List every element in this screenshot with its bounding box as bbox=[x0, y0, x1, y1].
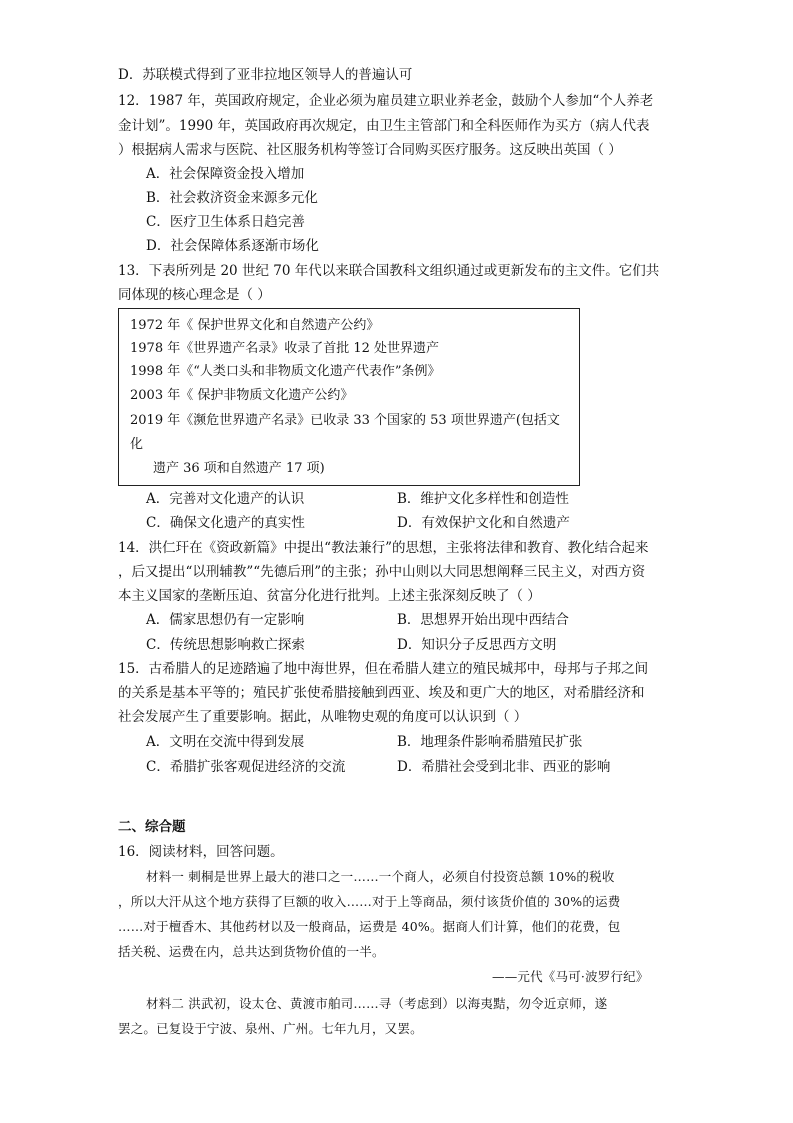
q14-option-d[interactable]: D．知识分子反思西方文明 bbox=[397, 637, 557, 653]
material-1-source: ——元代《马可·波罗行纪》 bbox=[492, 969, 649, 984]
q12-option-a[interactable]: A．社会保障资金投入增加 bbox=[146, 166, 305, 182]
q15-stem-line2: 的关系是基本平等的；殖民扩张使希腊接触到西亚、埃及和更广大的地区，对希腊经济和 bbox=[118, 685, 645, 701]
q14-stem-line3: 本主义国家的垄断压迫、贫富分化进行批判。上述主张深刻反映了（ ） bbox=[118, 588, 541, 604]
material-2-line2: 罢之。已复设于宁波、泉州、广州。七年九月，又罢。 bbox=[118, 1021, 423, 1036]
q15-option-b[interactable]: B．地理条件影响希腊殖民扩张 bbox=[397, 734, 583, 750]
q13-document-table bbox=[118, 308, 580, 486]
q15-option-c[interactable]: C．希腊扩张客观促进经济的交流 bbox=[146, 759, 346, 775]
table-row: 1998 年《“人类口头和非物质文化遗产代表作”条例》 bbox=[130, 364, 441, 379]
q13-option-a[interactable]: A．完善对文化遗产的认识 bbox=[146, 491, 305, 507]
q15-stem-line1: 15．古希腊人的足迹踏遍了地中海世界，但在希腊人建立的殖民城邦中，母邦与子邦之间 bbox=[118, 661, 649, 677]
material-1-line3: ……对于檀香木、其他药材以及一般商品，运费是 40%。据商人们计算，他们的花费，包 bbox=[118, 919, 621, 934]
table-row: 化 bbox=[130, 437, 144, 452]
material-1-line1: 材料一 刺桐是世界上最大的港口之一……一个商人，必须自付投资总额 10%的税收 bbox=[146, 869, 615, 884]
q13-stem-line1: 13．下表所列是 20 世纪 70 年代以来联合国教科文组织通过或更新发布的主文件。它们共 bbox=[118, 263, 660, 279]
q14-option-a[interactable]: A．儒家思想仍有一定影响 bbox=[146, 612, 305, 628]
q13-option-b[interactable]: B．维护文化多样性和创造性 bbox=[397, 491, 569, 507]
q12-stem-line3: ）根据病人需求与医院、社区服务机构等签订合同购买医疗服务。这反映出英国（ ） bbox=[118, 142, 622, 158]
table-row: 2003 年《 保护非物质文化遗产公约》 bbox=[130, 388, 354, 403]
q13-option-d[interactable]: D．有效保护文化和自然遗产 bbox=[397, 515, 570, 531]
q12-option-d[interactable]: D．社会保障体系逐渐市场化 bbox=[146, 238, 319, 254]
q14-stem-line2: ，后又提出“以刑辅教”“先德后刑”的主张；孙中山则以大同思想阐释三民主义，对西方资 bbox=[118, 564, 646, 580]
q14-stem-line1: 14．洪仁玕在《资政新篇》中提出“教法兼行”的思想，主张将法律和教育、教化结合起来 bbox=[118, 540, 649, 556]
table-row: 1972 年《 保护世界文化和自然遗产公约》 bbox=[130, 318, 380, 333]
q15-option-a[interactable]: A．文明在交流中得到发展 bbox=[146, 734, 305, 750]
material-2-line1: 材料二 洪武初，设太仓、黄渡市舶司……寻（考虑到）以海夷黠，勿令近京师，遂 bbox=[146, 996, 608, 1011]
table-row: 遗产 36 项和自然遗产 17 项) bbox=[153, 461, 325, 476]
q12-stem-line2: 金计划”。1990 年，英国政府再次规定，由卫生主管部门和全科医师作为买方（病人代表 bbox=[118, 118, 650, 134]
q11-option-d: D．苏联模式得到了亚非拉地区领导人的普遍认可 bbox=[118, 67, 413, 83]
q14-option-c[interactable]: C．传统思想影响救亡探索 bbox=[146, 637, 305, 653]
q13-option-c[interactable]: C．确保文化遗产的真实性 bbox=[146, 515, 305, 531]
q12-option-b[interactable]: B．社会救济资金来源多元化 bbox=[146, 190, 318, 206]
table-row: 2019 年《濒危世界遗产名录》已收录 33 个国家的 53 项世界遗产(包括文 bbox=[130, 413, 560, 428]
q12-stem-line1: 12．1987 年，英国政府规定，企业必须为雇员建立职业养老金，鼓励个人参加“个人养老 bbox=[118, 93, 654, 109]
q15-option-d[interactable]: D．希腊社会受到北非、西亚的影响 bbox=[397, 759, 611, 775]
table-row: 1978 年《世界遗产名录》收录了首批 12 处世界遗产 bbox=[130, 341, 440, 356]
q14-option-b[interactable]: B．思想界开始出现中西结合 bbox=[397, 612, 569, 628]
q13-stem-line2: 同体现的核心理念是（ ） bbox=[118, 287, 271, 303]
section-title: 二、综合题 bbox=[118, 819, 186, 835]
q12-option-c[interactable]: C．医疗卫生体系日趋完善 bbox=[146, 214, 305, 230]
q15-stem-line3: 社会发展产生了重要影响。据此，从唯物史观的角度可以认识到（ ） bbox=[118, 709, 528, 725]
q16-stem: 16．阅读材料，回答问题。 bbox=[118, 844, 284, 860]
material-1-line2: ，所以大汗从这个地方获得了巨额的收入……对于上等商品，须付该货价值的 30%的运费 bbox=[118, 894, 621, 909]
material-1-line4: 括关税、运费在内，总共达到货物价值的一半。 bbox=[118, 944, 385, 959]
